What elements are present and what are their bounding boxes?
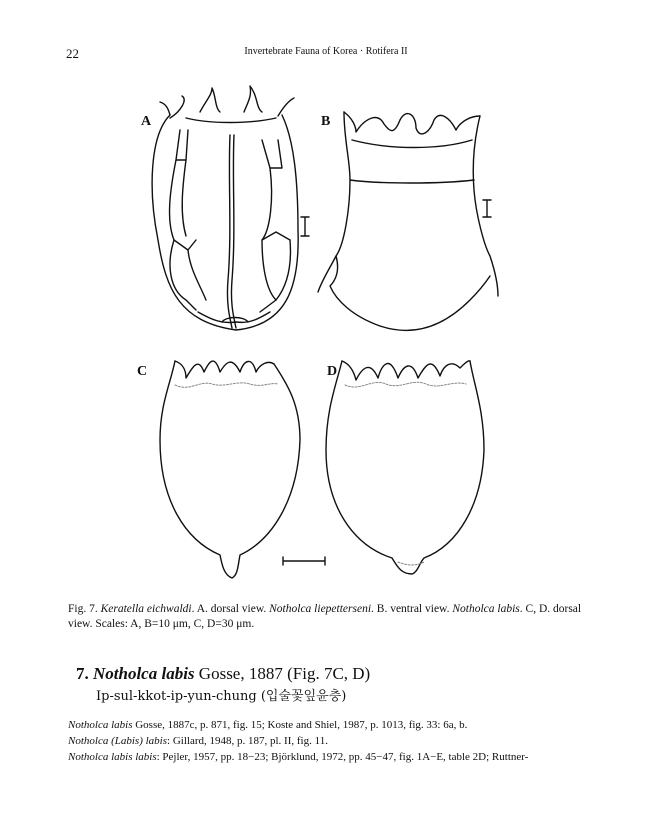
caption-text-2: . B. ventral view. (371, 603, 450, 615)
synonymy-entry (68, 733, 608, 749)
synonymy-citation: : Pejler, 1957, pp. 18−23; Björklund, 1972, pp. 45−47, fig. 1A−E, table 2D; Ruttner- (156, 751, 529, 763)
running-head: Invertebrate Fauna of Korea · Rotifera II (244, 46, 408, 57)
synonymy-taxon-genus: Notholca (68, 735, 109, 747)
specimen-a-drawing (152, 86, 298, 330)
caption-species-1: Keratella eichwaldi (100, 603, 192, 615)
specimen-d-drawing (326, 361, 484, 574)
panel-label-c: C (137, 364, 148, 379)
caption-text-3: . C, D. dorsal view. Scales: A, B=10 μm, C, D=30 μm. (68, 603, 582, 630)
caption-species-3: Notholca labis (452, 603, 520, 615)
section-taxon: Notholca labis (93, 664, 195, 683)
scale-bar-a (301, 217, 309, 236)
synonymy-entry (68, 717, 608, 733)
scale-bar-cd (283, 557, 325, 565)
synonymy-taxon: Notholca labis labis (68, 751, 157, 763)
caption-fig-label: Fig. 7. (68, 603, 98, 615)
panel-label-b: B (321, 114, 331, 129)
figure-caption (68, 602, 588, 632)
specimen-b-drawing (318, 112, 498, 330)
panel-label-a: A (141, 114, 152, 129)
synonymy-citation: Gosse, 1887c, p. 871, fig. 15; Koste and Shiel, 1987, p. 1013, fig. 33: 6a, b. (132, 719, 468, 731)
section-authority: Gosse, 1887 (Fig. 7C, D) (194, 664, 371, 683)
korean-common-name: Ip-sul-kkot-ip-yun-chung (입술꽃잎윤충) (96, 689, 347, 704)
synonymy-taxon: Notholca labis (68, 719, 133, 731)
specimen-c-drawing (160, 361, 300, 578)
caption-species-2: Notholca liepetterseni (269, 603, 372, 615)
scale-bar-b (483, 200, 491, 217)
section-number: 7. (76, 664, 89, 683)
panel-label-d: D (327, 364, 338, 379)
page-number: 22 (66, 46, 79, 61)
synonymy-citation: : Gillard, 1948, p. 187, pl. II, fig. 11. (167, 735, 328, 747)
synonymy-list (68, 717, 608, 765)
synonymy-taxon-subgenus: (Labis) (111, 735, 143, 747)
caption-text-1: . A. dorsal view. (191, 603, 267, 615)
section-heading (76, 664, 370, 684)
synonymy-taxon-species: labis (145, 735, 168, 747)
synonymy-entry (68, 749, 608, 765)
